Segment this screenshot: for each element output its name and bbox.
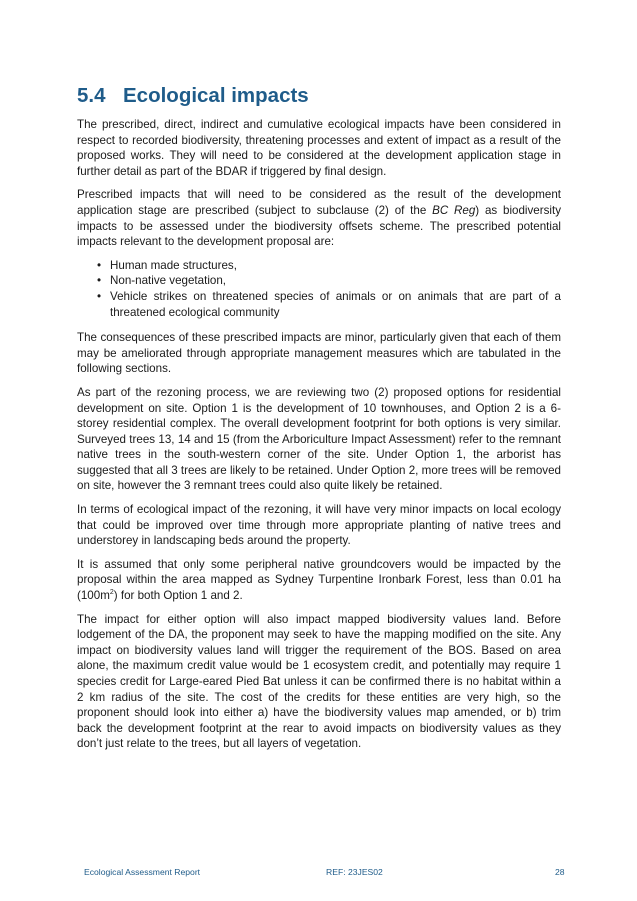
footer-reference: REF: 23JES02 [326, 867, 383, 877]
prescribed-impacts-list [77, 258, 561, 320]
list-item-text: Vehicle strikes on threatened species of animals or on animals that are part of a threatened ecological community [110, 289, 561, 319]
section-number: 5.4 [77, 84, 106, 107]
superscript-2: 2 [109, 589, 114, 597]
section-heading [77, 84, 309, 108]
footer-page-number: 28 [555, 867, 565, 877]
list-item [97, 273, 561, 289]
list-item-text: Non-native vegetation, [110, 274, 227, 288]
paragraph-7: The impact for either option will also impact mapped biodiversity values land. Before lodgement of the DA, the proponent may seek to have the mapping modified on the site. Any impact on biodiversity values land will trigger the requirement of the BOS. Based on area alone, the maximum credit value would be 1 ecosystem credit, and potentially may require 1 species credit for Large-eared Pied Bat unless it can be confirmed there is no habitat within a 2 km radius of the site. The cost of the credits for these entities are very high, so the proponent should look into either a) have the biodiversity values map amended, or b) trim back the development footprint at the rear to avoid impacts on biodiversity values as they don’t just relate to the trees, but all layers of vegetation. [77, 612, 561, 751]
bc-reg-italic: BC Reg [432, 203, 476, 217]
paragraph-3: The consequences of these prescribed impacts are minor, particularly given that each of them may be ameliorated through appropriate management measures which are tabulated in the following sections. [77, 331, 561, 376]
paragraph-6-after: ) for both Option 1 and 2. [113, 589, 243, 603]
bullet-icon: • [97, 274, 102, 288]
paragraph-2-before: Prescribed impacts that will need to be considered as the result of the development application stage are prescribed (subject to subclause (2) of the [77, 188, 561, 217]
list-item [97, 258, 561, 274]
section-title: Ecological impacts [123, 84, 309, 107]
paragraph-6 [77, 557, 561, 604]
paragraph-4: As part of the rezoning process, we are reviewing two (2) proposed options for residential development on site. Option 1 is the development of 10 townhouses, and Option 2 is a 6-storey residential complex. The overall development footprint for both options is very similar. Surveyed trees 13, 14 and 15 (from the Arboriculture Impact Assessment) refer to the remnant native trees in the south-western corner of the site. Under Option 1, the arborist has suggested that all 3 trees are likely to be retained. Under Option 2, more trees will be removed on site, however the 3 remnant trees could also quite likely be retained. [77, 385, 561, 493]
bullet-icon: • [97, 258, 102, 272]
paragraph-1: The prescribed, direct, indirect and cumulative ecological impacts have been considered in respect to recorded biodiversity, threatening processes and extent of impact as a result of the proposed works. They will need to be considered at the development application stage in further detail as part of the BDAR if triggered by final design. [77, 118, 561, 178]
bullet-icon: • [97, 289, 102, 303]
paragraph-5: In terms of ecological impact of the rezoning, it will have very minor impacts on local ecology that could be improved over time through more appropriate planting of native trees and understorey in landscaping beds around the property. [77, 503, 561, 548]
paragraph-6-before: It is assumed that only some peripheral native groundcovers would be impacted by the proposal within the area mapped as Sydney Turpentine Ironbark Forest, less than 0.01 ha (100m [77, 557, 561, 603]
paragraph-2 [77, 187, 561, 249]
list-item-text: Human made structures, [110, 258, 237, 272]
list-item [97, 289, 561, 320]
section-body [77, 117, 561, 760]
footer-report-title: Ecological Assessment Report [84, 867, 201, 877]
paragraph-2-after: ) as biodiversity impacts to be assessed under the biodiversity offsets scheme. The prescribed potential impacts relevant to the development proposal are: [77, 203, 561, 249]
